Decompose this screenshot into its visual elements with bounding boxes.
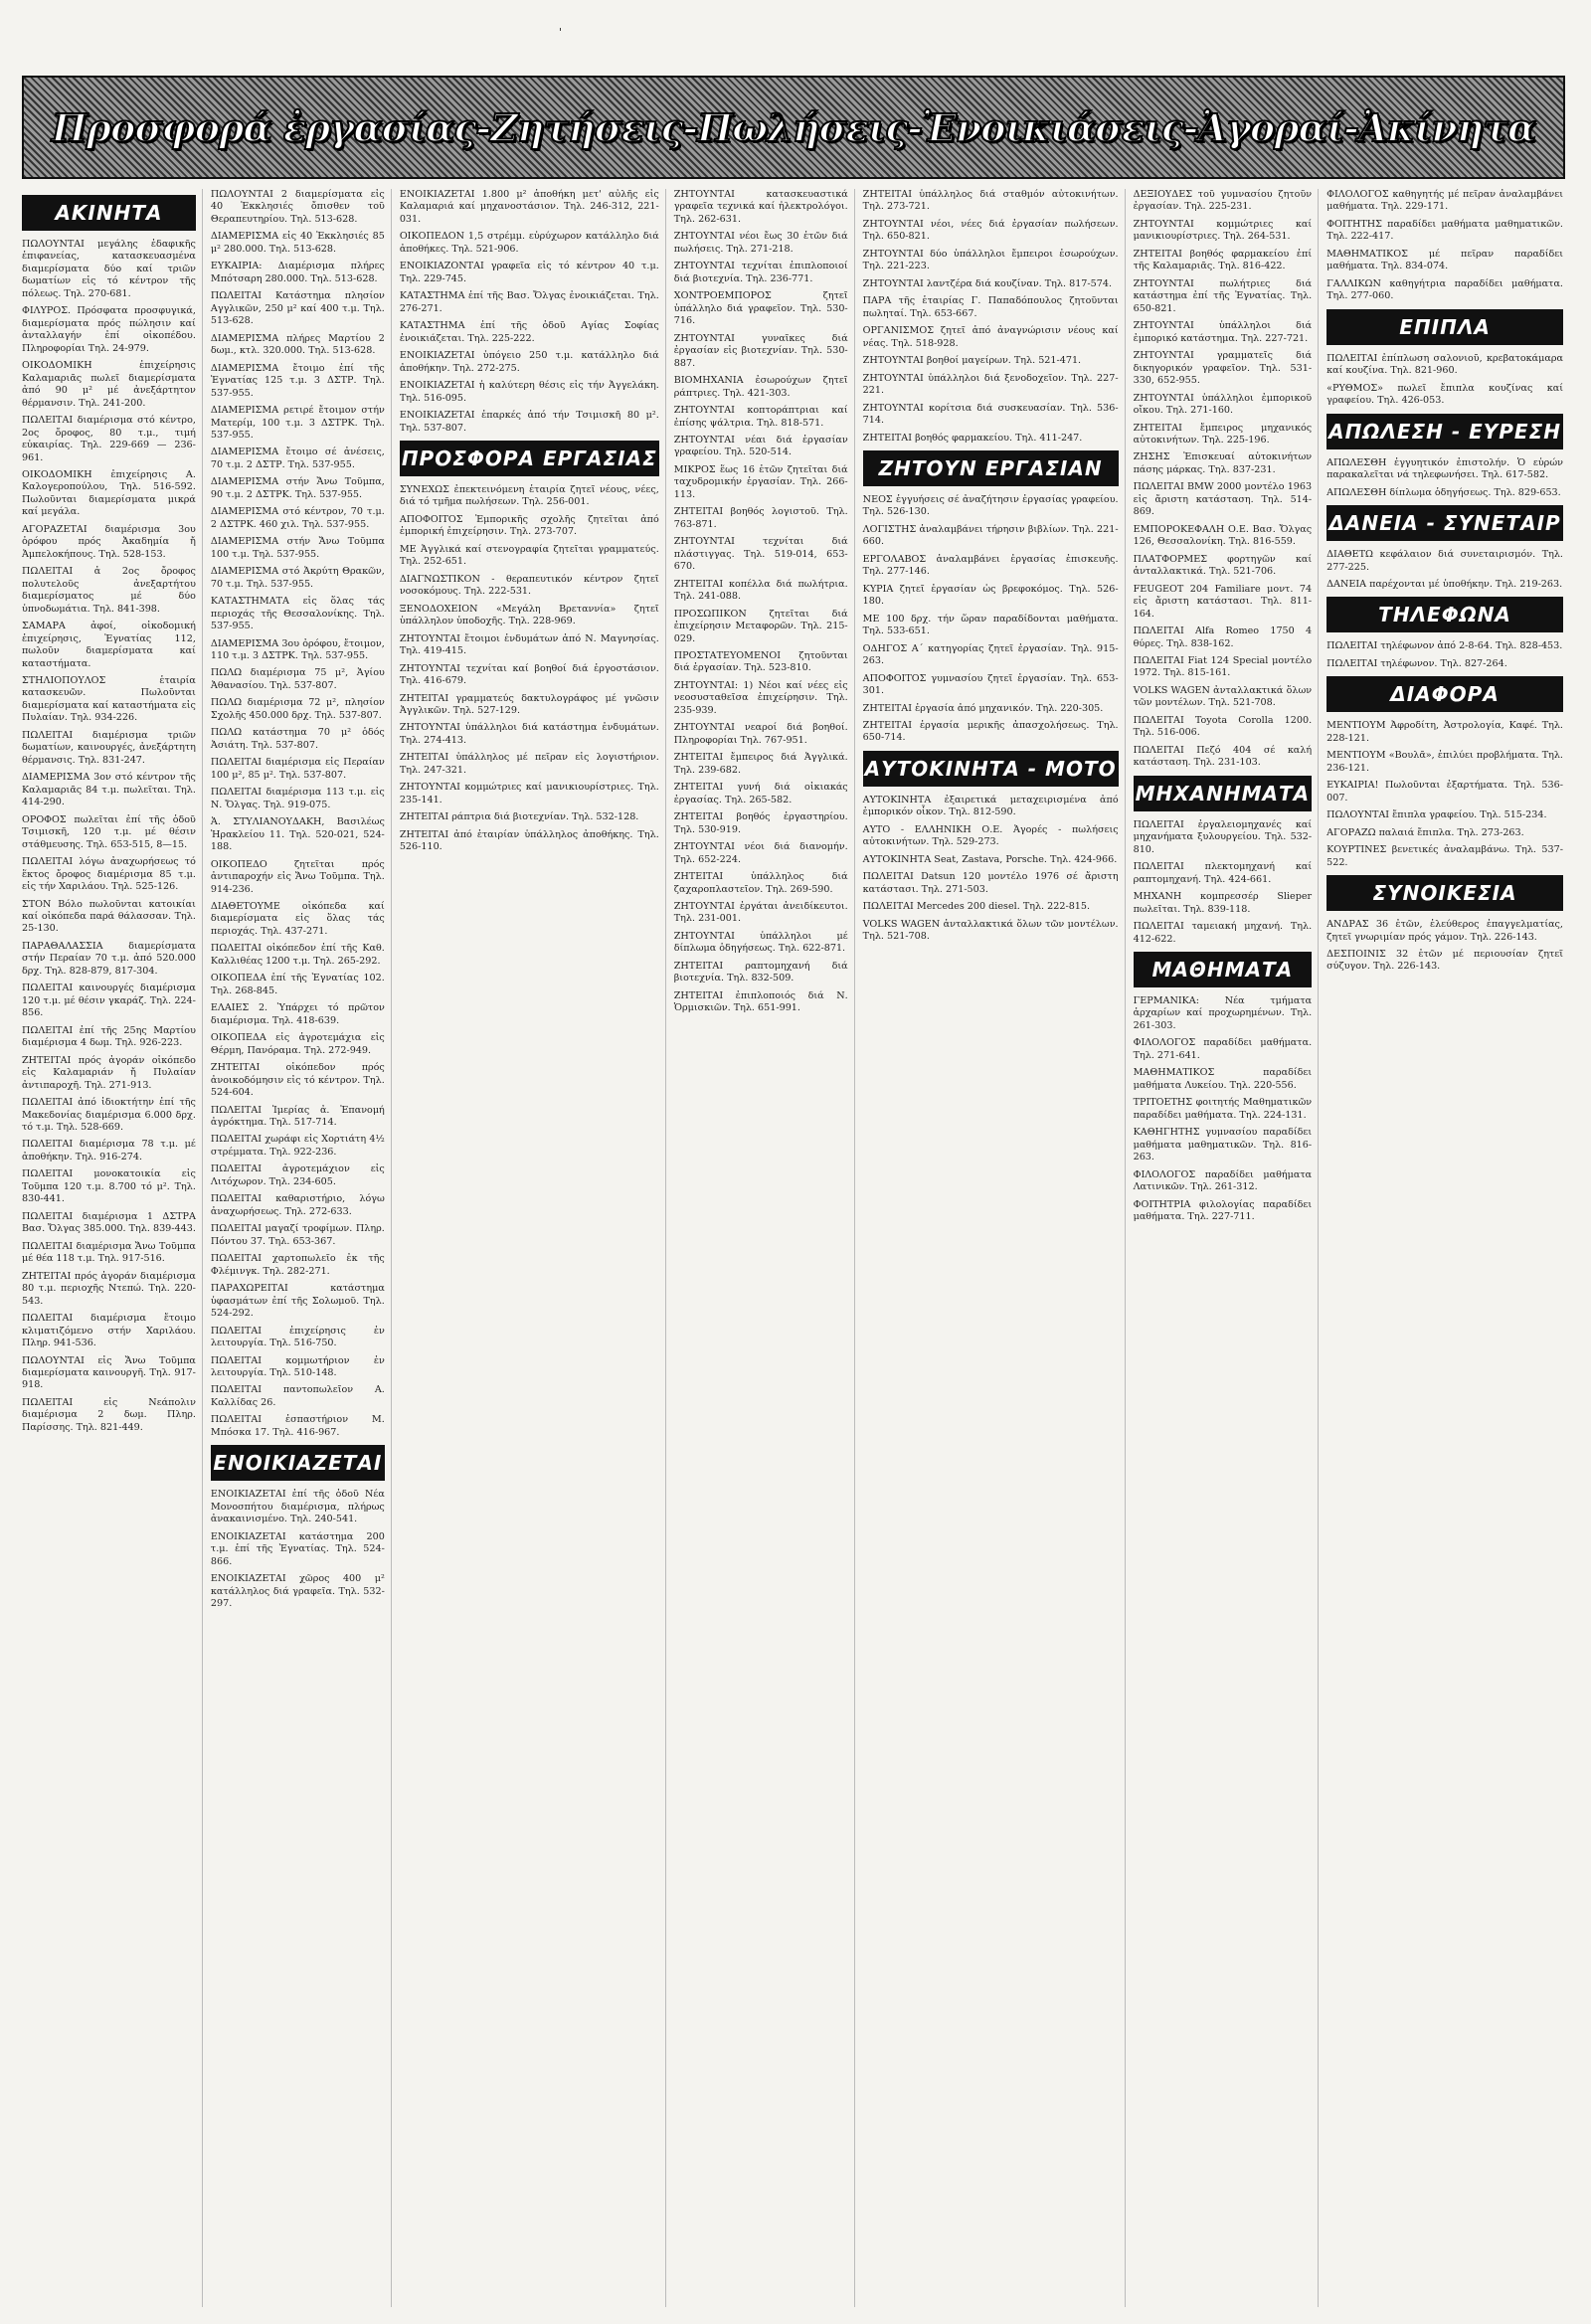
classified-ad: ΑΠΩΛΕΣΘΗ δίπλωμα ὁδηγήσεως. Τηλ. 829-653. bbox=[1326, 486, 1561, 498]
ads-list bbox=[863, 189, 1119, 445]
classified-ad: ΖΗΤΟΥΝΤΑΙ ὑπάλληλοι μέ δίπλωμα ὁδηγήσεως. Τηλ. 622-871. bbox=[673, 930, 848, 955]
classified-ad: ΖΗΤΕΙΤΑΙ πρός ἀγοράν διαμέρισμα 80 τ.μ. περιοχῆς Ντεπώ. Τηλ. 220-543. bbox=[22, 1270, 196, 1307]
classified-ad: VOLKS WAGEN ἀνταλλακτικά ὅλων τῶν μοντέλων. Τηλ. 521-708. bbox=[1133, 684, 1313, 709]
classified-ad: ΣΤΟΝ Βόλο πωλοῦνται κατοικίαι καί οἰκόπεδα παρά θάλασσαν. Τηλ. 25-130. bbox=[22, 898, 196, 935]
ads-list bbox=[1326, 353, 1563, 408]
classified-ad: ΖΗΤΟΥΝΤΑΙ τεχνίται διά πλάστιγγας. Τηλ. 519-014, 653-670. bbox=[673, 536, 848, 573]
classified-ad: ΠΩΛΕΙΤΑΙ καθαριστήριο, λόγω ἀναχωρήσεως. Τηλ. 272-633. bbox=[210, 1193, 385, 1217]
classified-ad: ΕΝΟΙΚΙΑΖΟΝΤΑΙ γραφεῖα εἰς τό κέντρον 40 τ.μ. Τηλ. 229-745. bbox=[399, 261, 659, 284]
classified-ad: ΕΝΟΙΚΙΑΖΕΤΑΙ ἐπί τῆς ὁδοῦ Νέα Μονοσπήτου διαμέρισμα, πλήρως ἀνακαινισμένο. Τηλ. 240-541. bbox=[210, 1489, 385, 1525]
classified-ad: ΕΝΟΙΚΙΑΖΕΤΑΙ ἡ καλύτερη θέσις εἰς τήν Ἀγγελάκη. Τηλ. 516-095. bbox=[399, 380, 659, 404]
classified-ad: ΖΗΤΟΥΝΤΑΙ νεαροί διά βοηθοί. Πληροφορίαι Τηλ. 767-951. bbox=[673, 722, 848, 746]
section-header-apolesi: ΑΠΩΛΕΣΗ - ΕΥΡΕΣΗ bbox=[1326, 414, 1563, 449]
top-mark: ' bbox=[559, 26, 563, 39]
classified-ad: ΖΗΤΕΙΤΑΙ ἐργασία μερικῆς ἀπασχολήσεως. Τηλ. 650-714. bbox=[862, 720, 1119, 744]
classified-ad: ΖΗΤΕΙΤΑΙ πρός ἀγοράν οἰκόπεδο εἰς Καλαμαριάν ἤ Πυλαίαν ἀντιπαροχῆ. Τηλ. 271-913. bbox=[22, 1054, 196, 1091]
classified-ad: ΜΙΚΡΟΣ ἕως 16 ἐτῶν ζητεῖται διά ταχυδρομικήν ἐργασίαν. Τηλ. 266-113. bbox=[673, 463, 848, 500]
classified-ad: ΒΙΟΜΗΧΑΝΙΑ ἐσωρούχων ζητεῖ ράπτριες. Τηλ. 421-303. bbox=[673, 375, 848, 399]
classified-ad: ΖΗΤΟΥΝΤΑΙ νέοι διά διανομήν. Τηλ. 652-224. bbox=[673, 841, 848, 865]
ads-list bbox=[1326, 457, 1563, 499]
classified-ad: ΔΙΑΜΕΡΙΣΜΑ στήν Ἄνω Τοῦμπα, 90 τ.μ. 2 ΔΣΤΡΚ. Τηλ. 537-955. bbox=[210, 476, 385, 500]
column-5 bbox=[863, 189, 1126, 2307]
classified-ad: ΝΕΟΣ ἐγγυήσεις σέ ἀναζήτησιν ἐργασίας γραφείου. Τηλ. 526-130. bbox=[862, 493, 1119, 518]
classified-ad: ΑΝΔΡΑΣ 36 ἐτῶν, ἐλεύθερος ἐπαγγελματίας, ζητεῖ γνωριμίαν πρός γάμον. Τηλ. 226-143. bbox=[1326, 919, 1563, 943]
classified-ad: ΔΕΞΙΟΥΔΕΣ τοῦ γυμνασίου ζητοῦν ἐργασίαν. Τηλ. 225-231. bbox=[1133, 189, 1313, 213]
classified-ad: ΖΗΤΕΙΤΑΙ βοηθός φαρμακείου. Τηλ. 411-247. bbox=[862, 432, 1083, 444]
ads-list bbox=[1326, 919, 1563, 974]
classified-ad: ΖΗΤΕΙΤΑΙ γραμματεύς δακτυλογράφος μέ γνῶσιν Ἀγγλικῶν. Τηλ. 527-129. bbox=[399, 692, 659, 716]
classified-ad: ΠΩΛΕΙΤΑΙ μαγαζί τροφίμων. Πληρ. Πόντου 37. Τηλ. 653-367. bbox=[210, 1223, 385, 1247]
classified-ad: ΠΩΛΕΙΤΑΙ τηλέφωνον ἀπό 2-8-64. Τηλ. 828-453. bbox=[1326, 640, 1563, 652]
classified-ad: ΖΗΤΟΥΝΤΑΙ ἐργάται ἀνειδίκευτοι. Τηλ. 231-001. bbox=[673, 900, 848, 925]
classified-ad: ΖΗΤΕΙΤΑΙ ἀπό ἑταιρίαν ὑπάλληλος ἀποθήκης. Τηλ. 526-110. bbox=[399, 828, 659, 853]
classified-ad: ΖΗΤΟΥΝΤΑΙ γραμματεῖς διά δικηγορικόν γραφεῖον. Τηλ. 531-330, 652-955. bbox=[1133, 350, 1313, 387]
classified-ad: ΟΙΚΟΠΕΔΟΝ 1,5 στρέμμ. εὐρύχωρον κατάλληλο διά ἀποθήκες. Τηλ. 521-906. bbox=[399, 231, 659, 255]
classified-ad: ΠΑΡΑ τῆς ἑταιρίας Γ. Παπαδόπουλος ζητοῦνται πωληταί. Τηλ. 653-667. bbox=[862, 295, 1119, 319]
section-header-akinita: ΑΚΙΝΗΤΑ bbox=[22, 195, 196, 231]
classified-ad: ΖΗΤΟΥΝΤΑΙ κοπτοράπτριαι καί ἐπίσης ψάλτρια. Τηλ. 818-571. bbox=[673, 405, 848, 429]
classified-ad: ΟΡΟΦΟΣ πωλεῖται ἐπί τῆς ὁδοῦ Τσιμισκῆ, 120 τ.μ. μέ θέσιν στάθμευσης. Τηλ. 653-515, 8—15. bbox=[22, 813, 196, 850]
classified-ad: ΖΗΤΕΙΤΑΙ οἰκόπεδον πρός ἀνοικοδόμησιν εἰς τό κέντρον. Τηλ. 524-604. bbox=[210, 1062, 385, 1099]
classified-ad: ΑΥΤΟΚΙΝΗΤΑ ἐξαιρετικά μεταχειρισμένα ἀπό ἐμπορικόν οἶκον. Τηλ. 812-590. bbox=[862, 794, 1119, 818]
section-header-daneia: ΔΑΝΕΙΑ - ΣΥΝΕΤΑΙΡ bbox=[1326, 505, 1563, 541]
classified-ad: ΚΑΤΑΣΤΗΜΑΤΑ εἰς ὅλας τάς περιοχάς τῆς Θεσσαλονίκης. Τηλ. 537-955. bbox=[210, 596, 385, 632]
classified-ad: ΕΝΟΙΚΙΑΖΕΤΑΙ 1.800 μ² ἀποθήκη μετ' αὐλῆς εἰς Καλαμαριά καί μηχανοστάσιον. Τηλ. 246-312, 221-031. bbox=[399, 189, 659, 225]
classified-ad: ΠΡΟΣΤΑΤΕΥΟΜΕΝΟΙ ζητοῦνται διά ἐργασίαν. Τηλ. 523-810. bbox=[673, 650, 848, 674]
classified-ad: ΠΩΛΕΙΤΑΙ ταμειακή μηχανή. Τηλ. 412-622. bbox=[1133, 921, 1313, 945]
classified-ad: ΖΗΤΟΥΝΤΑΙ λαντζέρα διά κουζίναν. Τηλ. 817-574. bbox=[862, 277, 1113, 289]
classified-ad: VOLKS WAGEN ἀνταλλακτικά ὅλων τῶν μοντέλων. Τηλ. 521-708. bbox=[862, 918, 1119, 943]
classified-ad: ΟΙΚΟΔΟΜΙΚΗ ἐπιχείρησις Καλαμαριᾶς πωλεῖ διαμερίσματα ἀπό 90 μ² μέ ἀνεξάρτητον θέρμανσιν. Τηλ. 241-200. bbox=[22, 360, 196, 409]
classified-ad: ΠΩΛΕΙΤΑΙ χωράφι εἰς Χορτιάτη 4½ στρέμματα. Τηλ. 922-236. bbox=[210, 1134, 385, 1158]
classified-ad: ΚΑΘΗΓΗΤΗΣ γυμνασίου παραδίδει μαθήματα μαθηματικῶν. Τηλ. 816-263. bbox=[1133, 1127, 1313, 1163]
classified-ad: ΔΙΑΜΕΡΙΣΜΑ 3ου ὀρόφου, ἔτοιμον, 110 τ.μ. 3 ΔΣΤΡΚ. Τηλ. 537-955. bbox=[210, 637, 385, 661]
classified-ad: ΖΗΤΟΥΝΤΑΙ δύο ὑπάλληλοι ἔμπειροι ἐσωρούχων. Τηλ. 221-223. bbox=[862, 248, 1119, 272]
classified-ad: ΖΗΤΕΙΤΑΙ ἐργασία ἀπό μηχανικόν. Τηλ. 220-305. bbox=[862, 702, 1104, 714]
ads-list bbox=[1134, 995, 1313, 1224]
classified-ad: ΠΩΛΕΙΤΑΙ ἐσπαστήριον Μ. Μπόσκα 17. Τηλ. 416-967. bbox=[210, 1414, 385, 1438]
column-4 bbox=[674, 189, 855, 2307]
section-header-michanimata: ΜΗΧΑΝΗΜΑΤΑ bbox=[1134, 776, 1313, 811]
classified-ad: ΖΗΤΟΥΝΤΑΙ νέοι, νέες διά ἐργασίαν πωλήσεων. Τηλ. 650-821. bbox=[862, 218, 1119, 243]
classified-ad: ΠΩΛΩ διαμέρισμα 75 μ², Ἁγίου Ἀθανασίου. Τηλ. 537-807. bbox=[210, 667, 385, 691]
classified-ad: ΠΑΡΑΧΩΡΕΙΤΑΙ κατάστημα ὑφασμάτων ἐπί τῆς Σολωμοῦ. Τηλ. 524-292. bbox=[210, 1283, 385, 1320]
classified-ad: FEUGEOT 204 Familiare μοντ. 74 εἰς ἄριστη κατάστασι. Τηλ. 811-164. bbox=[1133, 583, 1313, 620]
section-header-tilefona: ΤΗΛΕΦΩΝΑ bbox=[1326, 597, 1563, 632]
classified-ad: ΟΙΚΟΠΕΔΑ ἐπί τῆς Ἐγνατίας 102. Τηλ. 268-845. bbox=[210, 973, 385, 996]
ads-list bbox=[674, 189, 848, 1015]
classified-ad: ΠΩΛΕΙΤΑΙ Ἱμερίας ἀ. Ἐπανομή ἀγρόκτημα. Τηλ. 517-714. bbox=[210, 1104, 385, 1128]
newspaper-page bbox=[22, 14, 1569, 2311]
classified-ad: ΑΥΤΟ - ΕΛΛΗΝΙΚΗ Ο.Ε. Ἀγορές - πωλήσεις αὐτοκινήτων. Τηλ. 529-273. bbox=[862, 823, 1119, 848]
classified-ad: ΔΙΑΓΝΩΣΤΙΚΟΝ - θεραπευτικόν κέντρον ζητεῖ νοσοκόμους. Τηλ. 222-531. bbox=[399, 573, 659, 598]
classified-ad: ΠΩΛΟΥΝΤΑΙ 2 διαμερίσματα εἰς 40 Ἐκκλησιές ὄπισθεν τοῦ Θεραπευτηρίου. Τηλ. 513-628. bbox=[210, 189, 385, 225]
classified-ad: ΠΩΛΕΙΤΑΙ Κατάστημα πλησίον Αγγλικῶν, 250 μ² καί 400 τ.μ. Τηλ. 513-628. bbox=[210, 290, 385, 327]
classified-ad: ΠΩΛΕΙΤΑΙ καινουργές διαμέρισμα 120 τ.μ. μέ θέσιν γκαράζ. Τηλ. 224-856. bbox=[22, 983, 196, 1019]
classified-ad: ΟΡΓΑΝΙΣΜΟΣ ζητεῖ ἀπό ἀναγνώρισιν νέους καί νέας. Τηλ. 518-928. bbox=[862, 325, 1119, 349]
ads-list bbox=[211, 1489, 385, 1610]
classified-ad: ΖΗΤΕΙΤΑΙ ραπτομηχανή διά βιοτεχνία. Τηλ. 832-509. bbox=[673, 960, 848, 984]
classified-columns bbox=[22, 189, 1569, 2307]
classified-ad: ΕΥΚΑΙΡΙΑ! Πωλοῦνται ἐξαρτήματα. Τηλ. 536-007. bbox=[1326, 780, 1563, 804]
classified-ad: ΣΑΜΑΡΑ ἀφοί, οἰκοδομική ἐπιχείρησις, Ἐγνατίας 112, πωλοῦν διαμερίσματα καί καταστήματα. bbox=[22, 621, 196, 669]
classified-ad: ΠΩΛΕΙΤΑΙ διαμέρισμα στό κέντρο, 2ος ὄροφος, 80 τ.μ., τιμή εὐκαιρίας. Τηλ. 229-669 — 236-961. bbox=[22, 415, 196, 463]
column-1 bbox=[22, 189, 203, 2307]
classified-ad: «ΡΥΘΜΟΣ» πωλεῖ ἔπιπλα κουζίνας καί γραφείου. Τηλ. 426-053. bbox=[1326, 382, 1563, 407]
classified-ad: ΠΩΛΟΥΝΤΑΙ ἔπιπλα γραφείου. Τηλ. 515-234. bbox=[1326, 809, 1547, 821]
classified-ad: ΖΗΤΟΥΝΤΑΙ κομμώτριες καί μανικιουρίστριες. Τηλ. 264-531. bbox=[1133, 218, 1313, 243]
classified-ad: ΔΙΑΜΕΡΙΣΜΑ ἔτοιμο σέ ἀνέσεις, 70 τ.μ. 2 ΔΣΤΡ. Τηλ. 537-955. bbox=[210, 447, 385, 470]
classified-ad: ΟΙΚΟΠΕΔΑ εἰς ἀγροτεμάχια εἰς Θέρμη, Πανόραμα. Τηλ. 272-949. bbox=[210, 1032, 385, 1056]
classified-ad: ΠΩΛΕΙΤΑΙ ἐπιχείρησις ἐν λειτουργία. Τηλ. 516-750. bbox=[210, 1325, 385, 1349]
ads-list bbox=[1326, 549, 1563, 591]
section-header-epipla: ΕΠΙΠΛΑ bbox=[1326, 309, 1563, 345]
classified-ad: ΜΕ 100 δρχ. τήν ὥραν παραδίδονται μαθήματα. Τηλ. 533-651. bbox=[862, 613, 1119, 637]
classified-ad: ΔΙΑΜΕΡΙΣΜΑ πλήρες Μαρτίου 2 δωμ., κτλ. 320.000. Τηλ. 513-628. bbox=[210, 332, 385, 357]
column-2 bbox=[211, 189, 392, 2307]
classified-ad: ΕΝΟΙΚΙΑΖΕΤΑΙ χῶρος 400 μ² κατάλληλος διά γραφεῖα. Τηλ. 532-297. bbox=[210, 1573, 385, 1610]
classified-ad: ΑΓΟΡΑΖΕΤΑΙ διαμέρισμα 3ου ὀρόφου πρός Ἀκαδημία ἤ Ἀμπελοκήπους. Τηλ. 528-153. bbox=[22, 523, 196, 560]
classified-ad: ΕΝΟΙΚΙΑΖΕΤΑΙ ἐπαρκές ἀπό τήν Τσιμισκῆ 80 μ². Τηλ. 537-807. bbox=[399, 410, 659, 434]
classified-ad: ΚΥΡΙΑ ζητεῖ ἐργασίαν ὡς βρεφοκόμος. Τηλ. 526-180. bbox=[862, 583, 1119, 608]
classified-ad: ΠΩΛΕΙΤΑΙ ἀ 2ος ὄροφος πολυτελοῦς ἀνεξαρτήτου διαμερίσματος μέ δύο ὑπνοδωμάτια. Τηλ. 841-398. bbox=[22, 566, 196, 615]
banner-title: Προσφορά ἐργασίας-Ζητήσεις-Πωλήσεις-Ἐνοικιάσεις-Ἀγοραί-Ἀκίνητα bbox=[51, 104, 1536, 150]
classified-ad: ΖΗΤΟΥΝΤΑΙ ὑπάλληλοι ἐμπορικοῦ οἴκου. Τηλ. 271-160. bbox=[1133, 392, 1313, 417]
ads-list bbox=[400, 484, 659, 854]
ads-list bbox=[22, 239, 196, 1434]
classified-ad: ΠΑΡΑΘΑΛΑΣΣΙΑ διαμερίσματα στήν Περαίαν 70 τ.μ. ἀπό 520.000 δρχ. Τηλ. 828-879, 817-304. bbox=[22, 940, 196, 977]
banner bbox=[22, 76, 1565, 179]
classified-ad: ΣΤΗΛΙΟΠΟΥΛΟΣ ἑταιρία κατασκευῶν. Πωλοῦνται διαμερίσματα καί καταστήματα εἰς Πυλαίαν. Τηλ. 934-226. bbox=[22, 675, 196, 724]
classified-ad: ΔΙΑΜΕΡΙΣΜΑ ἔτοιμο ἐπί τῆς Ἐγνατίας 125 τ.μ. 3 ΔΣΤΡ. Τηλ. 537-955. bbox=[210, 362, 385, 399]
classified-ad: ΜΕΝΤΙΟΥΜ «Βουλᾶ», ἐπιλύει προβλήματα. Τηλ. 236-121. bbox=[1326, 750, 1563, 774]
classified-ad: ΔΙΑΜΕΡΙΣΜΑ στήν Ἄνω Τοῦμπα 100 τ.μ. Τηλ. 537-955. bbox=[210, 536, 385, 560]
classified-ad: ΠΩΛΕΙΤΑΙ διαμέρισμα Ἄνω Τοῦμπα μέ θέα 118 τ.μ. Τηλ. 917-516. bbox=[22, 1240, 196, 1265]
classified-ad: ΦΙΛΟΛΟΓΟΣ παραδίδει μαθήματα Λατινικῶν. Τηλ. 261-312. bbox=[1133, 1168, 1313, 1193]
classified-ad: ΦΙΛΟΛΟΓΟΣ καθηγητής μέ πεῖραν ἀναλαμβάνει μαθήματα. Τηλ. 229-171. bbox=[1326, 189, 1563, 213]
classified-ad: ΠΩΛΕΙΤΑΙ ἀγροτεμάχιον εἰς Λιτόχωρον. Τηλ. 234-605. bbox=[210, 1163, 385, 1187]
classified-ad: ΕΡΓΟΛΑΒΟΣ ἀναλαμβάνει ἐργασίας ἐπισκευῆς. Τηλ. 277-146. bbox=[862, 553, 1119, 578]
ads-list bbox=[1326, 720, 1563, 869]
classified-ad: ΓΕΡΜΑΝΙΚΑ: Νέα τμήματα ἀρχαρίων καί προχωρημένων. Τηλ. 261-303. bbox=[1133, 994, 1313, 1031]
ads-list bbox=[1326, 640, 1563, 670]
classified-ad: ΠΩΛΕΙΤΑΙ Alfa Romeo 1750 4 θύρες. Τηλ. 838-162. bbox=[1133, 626, 1313, 649]
classified-ad: ΠΩΛΕΙΤΑΙ Toyota Corolla 1200. Τηλ. 516-006. bbox=[1133, 714, 1313, 739]
classified-ad: ΠΩΛΟΥΝΤΑΙ μεγάλης ἐδαφικῆς ἐπιφανείας, κατασκευασμένα διαμερίσματα δύο καί τριῶν δωματίων εἰς τό κέντρον τῆς πόλεως. Τηλ. 270-681. bbox=[22, 239, 196, 299]
classified-ad: ΑΠΟΦΟΙΤΟΣ γυμνασίου ζητεῖ ἐργασίαν. Τηλ. 653-301. bbox=[862, 672, 1119, 697]
classified-ad: ΕΝΟΙΚΙΑΖΕΤΑΙ ὑπόγειο 250 τ.μ. κατάλληλο διά ἀποθήκην. Τηλ. 272-275. bbox=[399, 350, 659, 374]
classified-ad: ΟΙΚΟΔΟΜΙΚΗ ἐπιχείρησις Α. Καλογεροπούλου, Τηλ. 516-592. Πωλοῦνται διαμερίσματα μικρά καί μεγάλα. bbox=[22, 468, 196, 518]
classified-ad: ΠΛΑΤΦΟΡΜΕΣ φορτηγῶν καί ἀνταλλακτικά. Τηλ. 521-706. bbox=[1133, 553, 1313, 578]
classified-ad: ΚΑΤΑΣΤΗΜΑ ἐπί τῆς Βασ. Ὄλγας ἐνοικιάζεται. Τηλ. 276-271. bbox=[399, 290, 659, 314]
classified-ad: ΕΜΠΟΡΟΚΕΦΑΛΗ Ο.Ε. Βασ. Ὄλγας 126, Θεσσαλονίκη. Τηλ. 816-559. bbox=[1133, 523, 1313, 548]
ads-list bbox=[211, 189, 385, 1439]
classified-ad: ΞΕΝΟΔΟΧΕΙΟΝ «Μεγάλη Βρεταννία» ζητεῖ ὑπάλληλον ὑποδοχῆς. Τηλ. 228-969. bbox=[399, 603, 659, 627]
classified-ad: ΚΟΥΡΤΙΝΕΣ βενετικές ἀναλαμβάνω. Τηλ. 537-522. bbox=[1326, 844, 1563, 868]
column-6 bbox=[1134, 189, 1320, 2307]
classified-ad: ΓΑΛΛΙΚΩΝ καθηγήτρια παραδίδει μαθήματα. Τηλ. 277-060. bbox=[1326, 277, 1563, 302]
classified-ad: ΠΩΛΕΙΤΑΙ διαμέρισμα 113 τ.μ. εἰς Ν. Ὄλγας. Τηλ. 919-075. bbox=[210, 787, 385, 810]
classified-ad: ΔΙΑΜΕΡΙΣΜΑ 3ον στό κέντρον τῆς Καλαμαριᾶς 84 τ.μ. πωλεῖται. Τηλ. 414-290. bbox=[22, 772, 196, 808]
classified-ad: ΖΗΤΕΙΤΑΙ ὑπάλληλος διά ζαχαροπλαστεῖον. Τηλ. 269-590. bbox=[673, 871, 848, 895]
classified-ad: ΠΩΛΕΙΤΑΙ Πεζό 404 σέ καλή κατάσταση. Τηλ. 231-103. bbox=[1133, 744, 1313, 769]
classified-ad: ΑΠΟΦΟΙΤΟΣ Ἐμπορικῆς σχολῆς ζητεῖται ἀπό ἐμπορική ἐπιχείρησιν. Τηλ. 273-707. bbox=[399, 513, 659, 538]
classified-ad: ΖΗΤΕΙΤΑΙ ἔμπειρος μηχανικός αὐτοκινήτων. Τηλ. 225-196. bbox=[1133, 422, 1313, 446]
classified-ad: ΠΩΛΩ κατάστημα 70 μ² ὁδός Ἀσιάτη. Τηλ. 537-807. bbox=[210, 727, 385, 751]
classified-ad: ΖΗΣΗΣ Ἐπισκευαί αὐτοκινήτων πάσης μάρκας. Τηλ. 837-231. bbox=[1133, 451, 1313, 475]
classified-ad: ΠΩΛΕΙΤΑΙ διαμέρισμα 1 ΔΣΤΡΑ Βασ. Ὄλγας 385.000. Τηλ. 839-443. bbox=[22, 1210, 196, 1235]
classified-ad: ΦΟΙΤΗΤΡΙΑ φιλολογίας παραδίδει μαθήματα. Τηλ. 227-711. bbox=[1133, 1198, 1313, 1222]
classified-ad: ΔΙΑΜΕΡΙΣΜΑ στό κέντρον, 70 τ.μ. 2 ΔΣΤΡΚ. 460 χιλ. Τηλ. 537-955. bbox=[210, 506, 385, 530]
classified-ad: ΖΗΤΕΙΤΑΙ ράπτρια διά βιοτεχνίαν. Τηλ. 532-128. bbox=[399, 811, 639, 823]
classified-ad: ΔΑΝΕΙΑ παρέχονται μέ ὑποθήκην. Τηλ. 219-263. bbox=[1326, 578, 1563, 590]
classified-ad: ΖΗΤΟΥΝΤΑΙ βοηθοί μαγείρων. Τηλ. 521-471. bbox=[862, 355, 1082, 367]
classified-ad: ΠΩΛΕΙΤΑΙ ἐργαλειομηχανές καί μηχανήματα ξυλουργείου. Τηλ. 532-810. bbox=[1133, 818, 1313, 855]
classified-ad: ΖΗΤΕΙΤΑΙ ὑπάλληλος διά σταθμόν αὐτοκινήτων. Τηλ. 273-721. bbox=[862, 189, 1119, 213]
classified-ad: ΠΩΛΕΙΤΑΙ ἐπίπλωση σαλονιοῦ, κρεβατοκάμαρα καί κουζίνα. Τηλ. 821-960. bbox=[1326, 352, 1563, 377]
classified-ad: ΜΕ Ἀγγλικά καί στενογραφία ζητεῖται γραμματεύς. Τηλ. 252-651. bbox=[399, 543, 659, 568]
classified-ad: ΠΩΛΟΥΝΤΑΙ εἰς Ἄνω Τοῦμπα διαμερίσματα καινουργῆ. Τηλ. 917-918. bbox=[22, 1354, 196, 1391]
classified-ad: ΛΟΓΙΣΤΗΣ ἀναλαμβάνει τήρησιν βιβλίων. Τηλ. 221-660. bbox=[862, 523, 1119, 548]
classified-ad: ΤΡΙΤΟΕΤΗΣ φοιτητής Μαθηματικῶν παραδίδει μαθήματα. Τηλ. 224-131. bbox=[1133, 1097, 1313, 1121]
classified-ad: ΖΗΤΕΙΤΑΙ γυνή διά οἰκιακάς ἐργασίας. Τηλ. 265-582. bbox=[673, 782, 848, 805]
section-header-diafora: ΔΙΑΦΟΡΑ bbox=[1326, 676, 1563, 712]
classified-ad: ΠΡΟΣΩΠΙΚΟΝ ζητεῖται διά ἐπιχείρησιν Μεταφορῶν. Τηλ. 215-029. bbox=[673, 608, 848, 644]
ads-list bbox=[1134, 189, 1313, 447]
classified-ad: ΠΩΛΕΙΤΑΙ Mercedes 200 diesel. Τηλ. 222-815. bbox=[862, 901, 1091, 913]
ads-list bbox=[1326, 189, 1563, 303]
classified-ad: ΖΗΤΟΥΝΤΑΙ ὑπάλληλοι διά ξενοδοχεῖον. Τηλ. 227-221. bbox=[862, 372, 1119, 397]
classified-ad: ΕΝΟΙΚΙΑΖΕΤΑΙ κατάστημα 200 τ.μ. ἐπί τῆς Ἐγνατίας. Τηλ. 524-866. bbox=[210, 1530, 385, 1567]
ads-list bbox=[400, 189, 659, 435]
classified-ad: ΔΙΑΘΕΤΟΥΜΕ οἰκόπεδα καί διαμερίσματα εἰς ὅλας τάς περιοχάς. Τηλ. 437-271. bbox=[210, 900, 385, 937]
column-7 bbox=[1326, 189, 1569, 2307]
classified-ad: ΖΗΤΕΙΤΑΙ κοπέλλα διά πωλήτρια. Τηλ. 241-088. bbox=[673, 578, 848, 603]
classified-ad: ΜΑΘΗΜΑΤΙΚΟΣ παραδίδει μαθήματα Λυκείου. Τηλ. 220-556. bbox=[1133, 1067, 1313, 1091]
classified-ad: ΠΩΛΕΙΤΑΙ πλεκτομηχανή καί ραπτομηχανή. Τηλ. 424-661. bbox=[1133, 861, 1313, 885]
classified-ad: ΠΩΛΕΙΤΑΙ παντοπωλεῖον Α. Καλλίδας 26. bbox=[210, 1384, 385, 1408]
ads-list bbox=[863, 795, 1119, 944]
classified-ad: ΖΗΤΟΥΝΤΑΙ ὑπάλληλοι διά ἐμπορικό κατάστημα. Τηλ. 227-721. bbox=[1133, 320, 1313, 344]
classified-ad: ΧΟΝΤΡΟΕΜΠΟΡΟΣ ζητεῖ ὑπάλληλο διά γραφεῖον. Τηλ. 530-716. bbox=[673, 290, 848, 327]
classified-ad: ΠΩΛΕΙΤΑΙ διαμέρισμα 78 τ.μ. μέ ἀποθήκην. Τηλ. 916-274. bbox=[22, 1139, 196, 1162]
classified-ad: ΖΗΤΟΥΝΤΑΙ: 1) Νέοι καί νέες εἰς νεοσυσταθεῖσα ἐπιχείρησιν. Τηλ. 235-939. bbox=[673, 679, 848, 716]
classified-ad: ΠΩΛΕΙΤΑΙ λόγω ἀναχωρήσεως τό ἕκτος ὄροφος διαμέρισμα 85 τ.μ. εἰς τήν Χαριλάου. Τηλ. 525-126. bbox=[22, 856, 196, 893]
classified-ad: ΖΗΤΟΥΝΤΑΙ ὑπάλληλοι διά κατάστημα ἐνδυμάτων. Τηλ. 274-413. bbox=[399, 722, 659, 746]
section-header-prosfora: ΠΡΟΣΦΟΡΑ ΕΡΓΑΣΙΑΣ bbox=[400, 441, 659, 476]
classified-ad: ΠΩΛΕΙΤΑΙ διαμέρισμα τριῶν δωματίων, καινουργές, ἀνεξάρτητη θέρμανσις. Τηλ. 831-247. bbox=[22, 729, 196, 766]
section-header-mathimata: ΜΑΘΗΜΑΤΑ bbox=[1134, 952, 1313, 987]
classified-ad: ΦΙΛΥΡΟΣ. Πρόσφατα προσφυγικά, διαμερίσματα πρός πώλησιν καί ἀνταλλαγήν ἐπί οἰκοπέδου. Πληροφορίαι Τηλ. 24-979. bbox=[22, 305, 196, 354]
classified-ad: ΠΩΛΕΙΤΑΙ διαμέρισμα ἔτοιμο κλιματιζόμενο στήν Χαριλάου. Πληρ. 941-536. bbox=[22, 1313, 196, 1349]
classified-ad: ΔΙΑΜΕΡΙΣΜΑ ρετιρέ ἔτοιμον στήν Ματερίμ, 100 τ.μ. 3 ΔΣΤΡΚ. Τηλ. 537-955. bbox=[210, 405, 385, 441]
classified-ad: ΕΛΑΙΕΣ 2. Ὑπάρχει τό πρῶτον διαμέρισμα. Τηλ. 418-639. bbox=[210, 1002, 385, 1026]
classified-ad: ΠΩΛΕΙΤΑΙ χαρτοπωλεῖο ἐκ τῆς Φλέμινγκ. Τηλ. 282-271. bbox=[210, 1253, 385, 1277]
classified-ad: ΠΩΛΕΙΤΑΙ οἰκόπεδον ἐπί τῆς Καθ. Καλλιθέας 1200 τ.μ. Τηλ. 265-292. bbox=[210, 943, 385, 967]
classified-ad: ΠΩΛΕΙΤΑΙ κομμωτήριον ἐν λειτουργία. Τηλ. 510-148. bbox=[210, 1354, 385, 1378]
classified-ad: ΖΗΤΕΙΤΑΙ βοηθός ἐργαστηρίου. Τηλ. 530-919. bbox=[673, 811, 848, 835]
classified-ad: ΖΗΤΕΙΤΑΙ ἐπιπλοποιός διά Ν. Ὁρμισκιῶν. Τηλ. 651-991. bbox=[673, 989, 848, 1014]
classified-ad: ΠΩΛΕΙΤΑΙ διαμέρισμα εἰς Περαίαν 100 μ², 85 μ². Τηλ. 537-807. bbox=[210, 757, 385, 781]
classified-ad: ΠΩΛΕΙΤΑΙ μονοκατοικία εἰς Τοῦμπα 120 τ.μ. 8.700 τό μ². Τηλ. 830-441. bbox=[22, 1168, 196, 1205]
classified-ad: ΚΑΤΑΣΤΗΜΑ ἐπί τῆς ὁδοῦ Αγίας Σοφίας ἐνοικιάζεται. Τηλ. 225-222. bbox=[399, 320, 659, 344]
classified-ad: ΦΟΙΤΗΤΗΣ παραδίδει μαθήματα μαθηματικῶν. Τηλ. 222-417. bbox=[1326, 218, 1563, 243]
classified-ad: ΠΩΛΕΙΤΑΙ BMW 2000 μοντέλο 1963 εἰς ἄριστη κατάσταση. Τηλ. 514-869. bbox=[1133, 481, 1313, 518]
classified-ad: ΖΗΤΟΥΝΤΑΙ νέαι διά ἐργασίαν γραφείου. Τηλ. 520-514. bbox=[673, 434, 848, 458]
section-header-enoikiazetai: ΕΝΟΙΚΙΑΖΕΤΑΙ bbox=[211, 1445, 385, 1481]
classified-ad: ΑΠΩΛΕΣΘΗ ἐγγυητικόν ἐπιστολήν. Ὁ εὑρών παρακαλεῖται νά τηλεφωνήσει. Τηλ. 617-582. bbox=[1326, 456, 1563, 481]
classified-ad: ΜΑΘΗΜΑΤΙΚΟΣ μέ πεῖραν παραδίδει μαθήματα. Τηλ. 834-074. bbox=[1326, 248, 1563, 272]
classified-ad: ΖΗΤΟΥΝΤΑΙ νέοι ἔως 30 ἐτῶν διά πωλήσεις. Τηλ. 271-218. bbox=[673, 231, 848, 255]
ads-list bbox=[1134, 819, 1313, 946]
classified-ad: ΖΗΤΕΙΤΑΙ ἔμπειρος διά Ἀγγλικά. Τηλ. 239-682. bbox=[673, 752, 848, 776]
classified-ad: ΕΥΚΑΙΡΙΑ: Διαμέρισμα πλήρες Μπότσαρη 280.000. Τηλ. 513-628. bbox=[210, 261, 385, 284]
column-3 bbox=[400, 189, 666, 2307]
classified-ad: ΖΗΤΟΥΝΤΑΙ τεχνίται ἐπιπλοποιοί διά βιοτεχνία. Τηλ. 236-771. bbox=[673, 261, 848, 284]
classified-ad: ΖΗΤΟΥΝΤΑΙ πωλήτριες διά κατάστημα ἐπί τῆς Ἐγνατίας. Τηλ. 650-821. bbox=[1133, 277, 1313, 314]
ads-list bbox=[863, 494, 1119, 745]
classified-ad: ΜΕΝΤΙΟΥΜ Ἀφροδίτη, Ἀστρολογία, Καφέ. Τηλ. 228-121. bbox=[1326, 720, 1563, 744]
classified-ad: ΖΗΤΕΙΤΑΙ ὑπάλληλος μέ πεῖραν εἰς λογιστήριον. Τηλ. 247-321. bbox=[399, 752, 659, 776]
classified-ad: ΠΩΛΕΙΤΑΙ ἀπό ἰδιοκτήτην ἐπί τῆς Μακεδονίας διαμέρισμα 6.000 δρχ. τό τ.μ. Τηλ. 528-669. bbox=[22, 1097, 196, 1133]
ads-list bbox=[1134, 451, 1313, 769]
classified-ad: ΠΩΛΕΙΤΑΙ Datsun 120 μοντέλο 1976 σέ ἄριστη κατάστασι. Τηλ. 271-503. bbox=[862, 871, 1119, 895]
classified-ad: ΖΗΤΟΥΝΤΑΙ τεχνίται καί βοηθοί διά ἐργοστάσιον. Τηλ. 416-679. bbox=[399, 662, 659, 687]
classified-ad: ΖΗΤΟΥΝΤΑΙ κορίτσια διά συσκευασίαν. Τηλ. 536-714. bbox=[862, 402, 1119, 427]
classified-ad: ΟΔΗΓΟΣ Α΄ κατηγορίας ζητεῖ ἐργασίαν. Τηλ. 915-263. bbox=[862, 642, 1119, 667]
classified-ad: ΑΥΤΟΚΙΝΗΤΑ Seat, Zastava, Porsche. Τηλ. 424-966. bbox=[862, 853, 1118, 865]
classified-ad: ΖΗΤΕΙΤΑΙ βοηθός λογιστοῦ. Τηλ. 763-871. bbox=[673, 506, 848, 530]
classified-ad: ΖΗΤΟΥΝΤΑΙ γυναῖκες διά ἐργασίαν εἰς βιοτεχνίαν. Τηλ. 530-887. bbox=[673, 332, 848, 369]
classified-ad: ΔΙΑΜΕΡΙΣΜΑ εἰς 40 Ἐκκλησιές 85 μ² 280.000. Τηλ. 513-628. bbox=[210, 231, 385, 255]
classified-ad: ΟΙΚΟΠΕΔΟ ζητεῖται πρός ἀντιπαροχήν εἰς Ἄνω Τοῦμπα. Τηλ. 914-236. bbox=[210, 858, 385, 895]
classified-ad: ΔΕΣΠΟΙΝΙΣ 32 ἐτῶν μέ περιουσίαν ζητεῖ σύζυγον. Τηλ. 226-143. bbox=[1326, 949, 1563, 973]
classified-ad: ΔΙΑΘΕΤΩ κεφάλαιον διά συνεταιρισμόν. Τηλ. 277-225. bbox=[1326, 549, 1563, 573]
classified-ad: ΦΙΛΟΛΟΓΟΣ παραδίδει μαθήματα. Τηλ. 271-641. bbox=[1133, 1037, 1313, 1061]
section-header-zitoun: ΖΗΤΟΥΝ ΕΡΓΑΣΙΑΝ bbox=[863, 450, 1119, 486]
classified-ad: ΠΩΛΕΙΤΑΙ εἰς Νεάπολιν διαμέρισμα 2 δωμ. Πληρ. Παρίσσης. Τηλ. 821-449. bbox=[22, 1396, 196, 1433]
classified-ad: ΖΗΤΟΥΝΤΑΙ κατασκευαστικά γραφεῖα τεχνικά καί ἠλεκτρολόγοι. Τηλ. 262-631. bbox=[673, 189, 848, 225]
classified-ad: ΜΗΧΑΝΗ κομπρεσσέρ Slieper πωλεῖται. Τηλ. 839-118. bbox=[1133, 891, 1313, 915]
classified-ad: ΠΩΛΕΙΤΑΙ τηλέφωνον. Τηλ. 827-264. bbox=[1326, 657, 1507, 669]
classified-ad: ΑΓΟΡΑΖΩ παλαιά ἔπιπλα. Τηλ. 273-263. bbox=[1326, 826, 1524, 838]
classified-ad: ΠΩΛΩ διαμέρισμα 72 μ², πλησίον Σχολῆς 450.000 δρχ. Τηλ. 537-807. bbox=[210, 697, 385, 721]
section-header-synoikesia: ΣΥΝΟΙΚΕΣΙΑ bbox=[1326, 875, 1563, 911]
classified-ad: ΖΗΤΟΥΝΤΑΙ κομμώτριες καί μανικιουρίστριες. Τηλ. 235-141. bbox=[399, 782, 659, 805]
section-header-autokinita: ΑΥΤΟΚΙΝΗΤΑ - ΜΟΤΟ bbox=[863, 751, 1119, 787]
classified-ad: ΣΥΝΕΧΩΣ ἐπεκτεινόμενη ἑταιρία ζητεῖ νέους, νέες, διά τό τμῆμα πωλήσεων. Τηλ. 256-001. bbox=[399, 483, 659, 508]
classified-ad: ΠΩΛΕΙΤΑΙ ἐπί τῆς 25ης Μαρτίου διαμέρισμα 4 δωμ. Τηλ. 926-223. bbox=[22, 1024, 196, 1049]
classified-ad: Ἁ. ΣΤΥΛΙΑΝΟΥΔΑΚΗ, Βασιλέως Ἡρακλείου 11. Τηλ. 520-021, 524-188. bbox=[210, 816, 385, 853]
classified-ad: ΔΙΑΜΕΡΙΣΜΑ στό Ἀκρύτη Θρακῶν, 70 τ.μ. Τηλ. 537-955. bbox=[210, 566, 385, 590]
classified-ad: ΖΗΤΕΙΤΑΙ βοηθός φαρμακείου ἐπί τῆς Καλαμαριᾶς. Τηλ. 816-422. bbox=[1133, 248, 1313, 272]
classified-ad: ΠΩΛΕΙΤΑΙ Fiat 124 Special μοντέλο 1972. Τηλ. 815-161. bbox=[1133, 655, 1313, 679]
classified-ad: ΖΗΤΟΥΝΤΑΙ ἔτοιμοι ἐνδυμάτων ἀπό Ν. Μαγνησίας. Τηλ. 419-415. bbox=[399, 632, 659, 657]
